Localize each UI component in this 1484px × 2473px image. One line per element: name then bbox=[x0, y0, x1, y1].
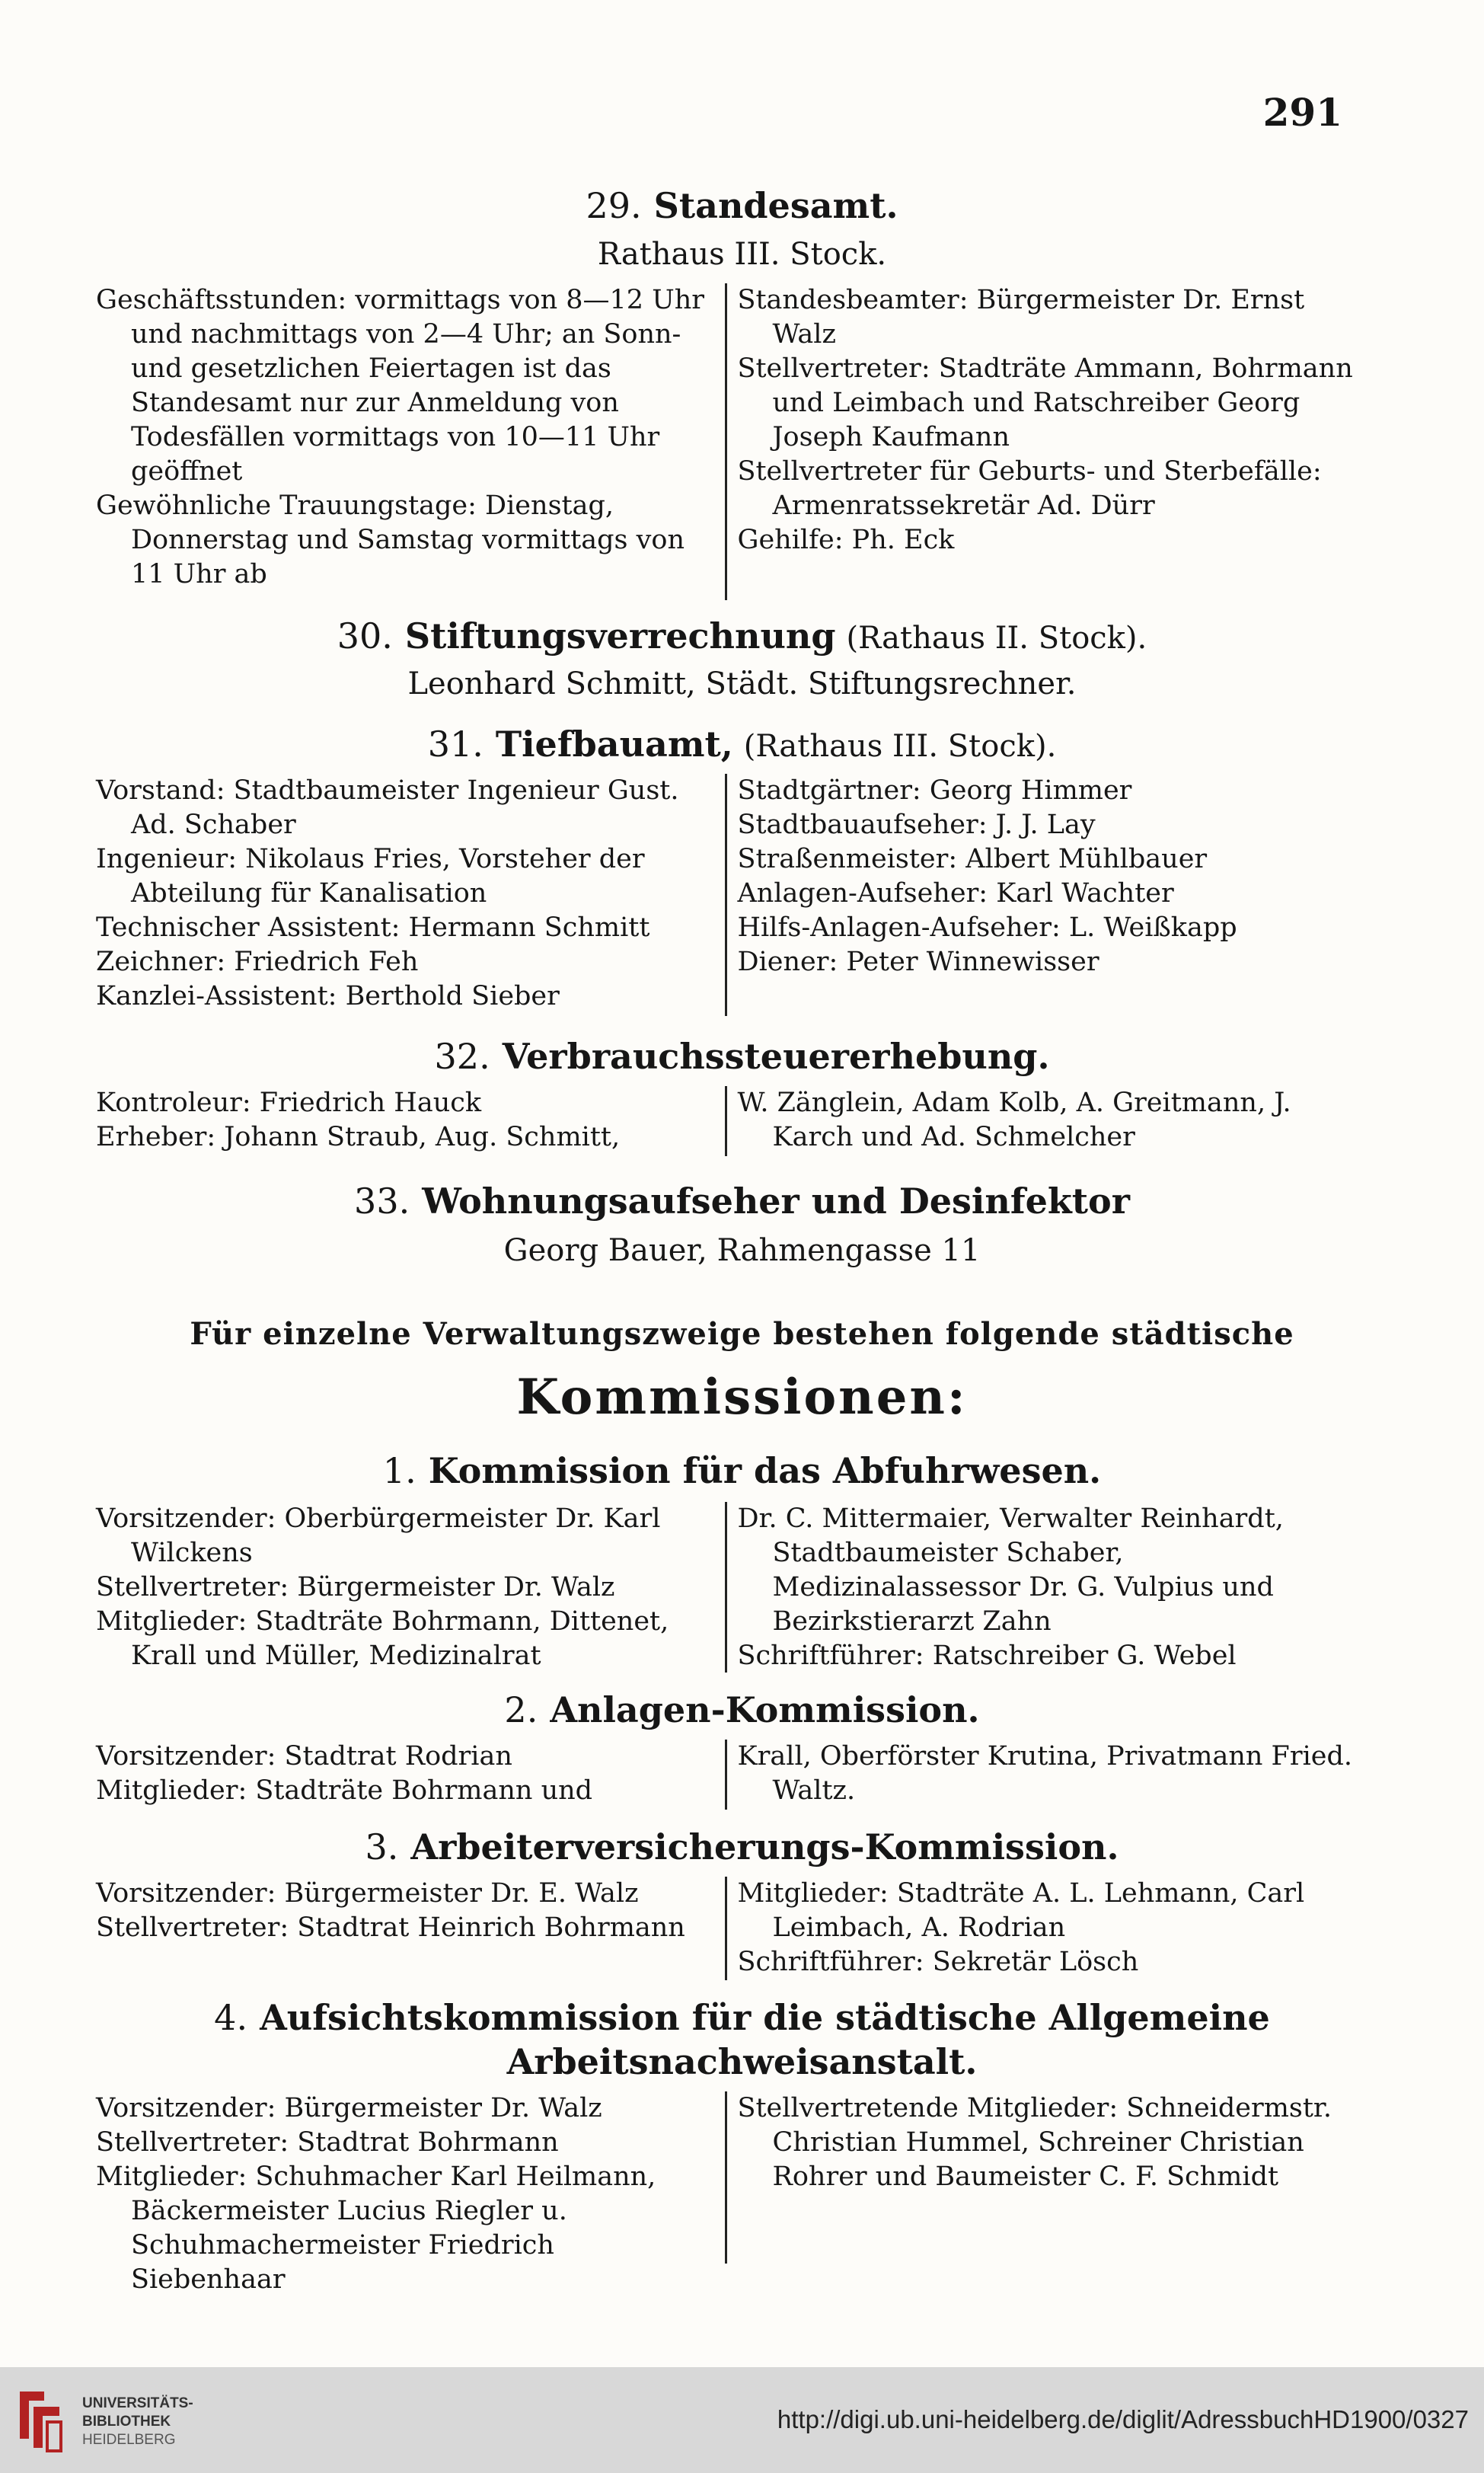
section-33-official: Georg Bauer, Rahmengasse 11 bbox=[503, 1233, 981, 1268]
entry: Straßenmeister: Albert Mühlbauer bbox=[737, 844, 1208, 874]
kommissionen-title: Kommissionen: bbox=[516, 1369, 968, 1426]
left-column bbox=[96, 1502, 727, 1673]
kommission-4-columns bbox=[96, 2091, 1354, 2295]
left-column bbox=[96, 283, 727, 600]
section-title: Aufsichtskommission für die städtische Allgemeine bbox=[260, 1997, 1270, 2038]
section-29-location: Rathaus III. Stock. bbox=[597, 237, 887, 272]
entry: Diener: Peter Winnewisser bbox=[737, 947, 1099, 977]
kommission-3-heading bbox=[0, 1826, 1484, 1868]
university-library-logo-icon bbox=[14, 2385, 67, 2454]
section-title: Standesamt. bbox=[653, 185, 898, 226]
kommission-2-heading bbox=[0, 1689, 1484, 1731]
entry: Zeichner: Friedrich Feh bbox=[96, 947, 419, 977]
entry: Mitglieder: Stadträte Bohrmann, Dittenet, Krall und Müller, Medizinalrat bbox=[96, 1606, 669, 1671]
kommission-1-heading bbox=[0, 1450, 1484, 1492]
left-column bbox=[96, 774, 727, 1016]
entry: Gehilfe: Ph. Eck bbox=[737, 525, 955, 555]
entry: Stellvertreter: Stadtrat Heinrich Bohrmann bbox=[96, 1912, 685, 1943]
section-title: Kommission für das Abfuhrwesen. bbox=[428, 1450, 1102, 1491]
library-name-line: BIBLIOTHEK bbox=[82, 2414, 171, 2430]
entry: Gewöhnliche Trauungstage: Dienstag, Donnerstag und Samstag vormittags von 11 Uhr ab bbox=[96, 490, 685, 589]
section-location: (Rathaus II. Stock). bbox=[846, 621, 1147, 656]
kommission-1-columns bbox=[96, 1502, 1354, 1673]
left-column bbox=[96, 1877, 727, 1980]
kommission-2-columns bbox=[96, 1740, 1354, 1810]
kommission-3-columns bbox=[96, 1877, 1354, 1980]
entry: Stellvertreter: Bürgermeister Dr. Walz bbox=[96, 1572, 615, 1602]
entry: Mitglieder: Stadträte A. L. Lehmann, Carl Leimbach, A. Rodrian bbox=[737, 1878, 1305, 1943]
entry: Stadtgärtner: Georg Himmer bbox=[737, 775, 1132, 806]
source-url-link[interactable]: http://digi.ub.uni-heidelberg.de/diglit/AdressbuchHD1900/0327 bbox=[777, 2405, 1469, 2433]
section-number: 31. bbox=[427, 724, 483, 765]
kommission-4-heading bbox=[0, 1997, 1484, 2039]
entry: Hilfs-Anlagen-Aufseher: L. Weißkapp bbox=[737, 912, 1237, 943]
right-column bbox=[727, 283, 1355, 600]
entry: Schriftführer: Sekretär Lösch bbox=[737, 1947, 1139, 1977]
entry: Vorsitzender: Bürgermeister Dr. E. Walz bbox=[96, 1878, 639, 1909]
section-title: Tiefbauamt, bbox=[495, 724, 733, 765]
viewer-footer bbox=[0, 2367, 1484, 2473]
section-number: 30. bbox=[337, 615, 393, 657]
section-32-heading bbox=[0, 1036, 1484, 1078]
section-title: Verbrauchssteuererhebung. bbox=[502, 1036, 1050, 1077]
right-column bbox=[727, 2091, 1355, 2264]
right-column bbox=[727, 1740, 1355, 1810]
section-number: 32. bbox=[434, 1036, 490, 1077]
section-number: 3. bbox=[365, 1826, 399, 1868]
section-31-heading bbox=[0, 724, 1484, 765]
left-column bbox=[96, 1086, 727, 1156]
section-30-official: Leonhard Schmitt, Städt. Stiftungsrechner. bbox=[407, 666, 1077, 701]
library-name bbox=[82, 2395, 193, 2449]
entry: Stellvertreter für Geburts- und Sterbefälle: Armenratssekretär Ad. Dürr bbox=[737, 456, 1322, 521]
entry: Kontroleur: Friedrich Hauck bbox=[96, 1088, 482, 1118]
section-location: (Rathaus III. Stock). bbox=[743, 729, 1057, 764]
section-30-heading bbox=[0, 615, 1484, 657]
section-number: 4. bbox=[214, 1997, 248, 2038]
entry: Vorstand: Stadtbaumeister Ingenieur Gust. Ad. Schaber bbox=[96, 775, 679, 840]
entry: Vorsitzender: Bürgermeister Dr. Walz bbox=[96, 2093, 602, 2123]
left-column bbox=[96, 2091, 727, 2295]
right-column bbox=[727, 774, 1355, 1016]
entry: Vorsitzender: Oberbürgermeister Dr. Karl Wilckens bbox=[96, 1503, 661, 1568]
left-column bbox=[96, 1740, 727, 1810]
entry: Erheber: Johann Straub, Aug. Schmitt, bbox=[96, 1122, 621, 1152]
section-title: Anlagen-Kommission. bbox=[550, 1689, 980, 1730]
section-number: 1. bbox=[382, 1450, 416, 1491]
entry: Kanzlei-Assistent: Berthold Sieber bbox=[96, 981, 560, 1011]
entry: Ingenieur: Nikolaus Fries, Vorsteher der Abteilung für Kanalisation bbox=[96, 844, 645, 909]
entry: Dr. C. Mittermaier, Verwalter Reinhardt, Stadtbaumeister Schaber, Medizinalassessor Dr. G. Vulpius und Bezirkstierarzt Zahn bbox=[737, 1503, 1284, 1637]
section-33-heading bbox=[0, 1181, 1484, 1222]
right-column bbox=[727, 1086, 1355, 1156]
entry: W. Zänglein, Adam Kolb, A. Greitmann, J. Karch und Ad. Schmelcher bbox=[737, 1088, 1291, 1152]
entry: Vorsitzender: Stadtrat Rodrian bbox=[96, 1741, 512, 1772]
entry: Geschäftsstunden: vormittags von 8—12 Uhr und nachmittags von 2—4 Uhr; an Sonn- und gesetzlichen Feiertagen ist das Standesamt nur zur Anmeldung von Todesfällen vormittags von 10—11 Uhr geöffnet bbox=[96, 285, 704, 487]
entry: Stadtbauaufseher: J. J. Lay bbox=[737, 810, 1096, 840]
entry: Stellvertreter: Stadträte Ammann, Bohrmann und Leimbach und Ratschreiber Georg Joseph Kaufmann bbox=[737, 353, 1353, 452]
kommission-4-heading-line2: Arbeitsnachweisanstalt. bbox=[506, 2041, 978, 2082]
section-number: 33. bbox=[354, 1181, 410, 1222]
section-32-columns bbox=[96, 1086, 1354, 1156]
library-name-line: HEIDELBERG bbox=[82, 2432, 176, 2448]
library-name-line: UNIVERSITÄTS- bbox=[82, 2395, 193, 2411]
kommissionen-intro: Für einzelne Verwaltungszweige bestehen folgende städtische bbox=[190, 1316, 1294, 1352]
section-29-columns bbox=[96, 283, 1354, 600]
entry: Krall, Oberförster Krutina, Privatmann Fried. Waltz. bbox=[737, 1741, 1353, 1806]
entry: Technischer Assistent: Hermann Schmitt bbox=[96, 912, 650, 943]
entry: Mitglieder: Stadträte Bohrmann und bbox=[96, 1775, 593, 1806]
section-number: 2. bbox=[504, 1689, 538, 1730]
entry: Stellvertreter: Stadtrat Bohrmann bbox=[96, 2127, 559, 2158]
entry: Standesbeamter: Bürgermeister Dr. Ernst Walz bbox=[737, 285, 1305, 350]
section-29-heading bbox=[0, 185, 1484, 227]
section-31-columns bbox=[96, 774, 1354, 1016]
section-title: Wohnungsaufseher und Desinfektor bbox=[422, 1181, 1130, 1222]
right-column bbox=[727, 1877, 1355, 1980]
right-column bbox=[727, 1502, 1355, 1673]
entry: Schriftführer: Ratschreiber G. Webel bbox=[737, 1641, 1237, 1671]
page-number: 291 bbox=[1262, 90, 1342, 135]
section-number: 29. bbox=[586, 185, 642, 226]
section-title: Arbeiterversicherungs-Kommission. bbox=[410, 1826, 1119, 1868]
entry: Stellvertretende Mitglieder: Schneidermstr. Christian Hummel, Schreiner Christian Rohrer und Baumeister C. F. Schmidt bbox=[737, 2093, 1332, 2192]
entry: Mitglieder: Schuhmacher Karl Heilmann, Bäckermeister Lucius Riegler u. Schuhmachermeister Friedrich Siebenhaar bbox=[96, 2161, 656, 2295]
entry: Anlagen-Aufseher: Karl Wachter bbox=[737, 878, 1174, 909]
section-title: Stiftungsverrechnung bbox=[404, 615, 836, 657]
